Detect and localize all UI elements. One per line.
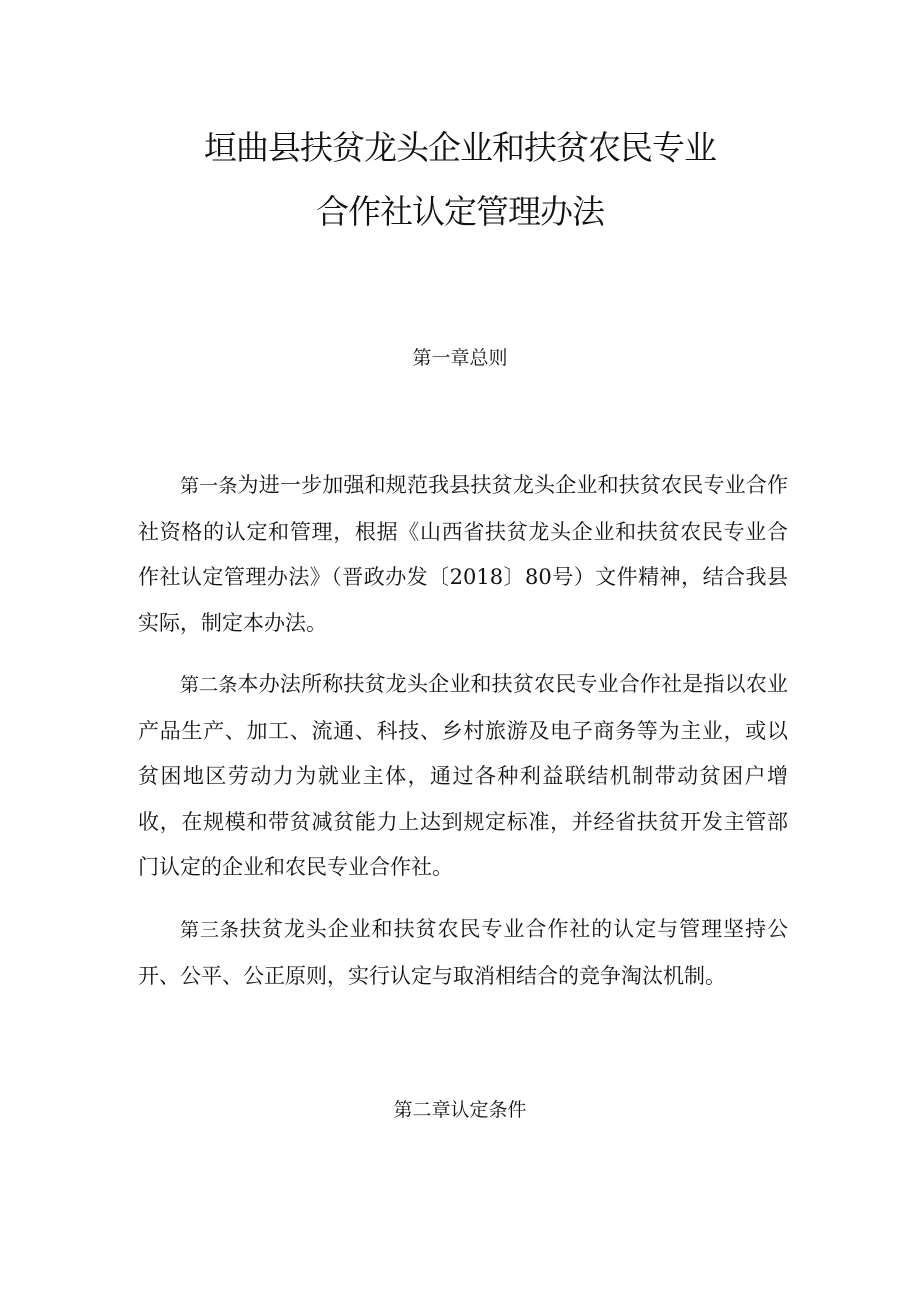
article-2 — [138, 662, 788, 891]
chapter-heading-2: 第二章认定条件 — [393, 1099, 527, 1121]
document-title-line-1: 垣曲县扶贫龙头企业和扶贫农民专业 — [204, 128, 716, 167]
document-title-line-2: 合作社认定管理办法 — [316, 192, 604, 231]
article-2-label: 第二条 — [180, 674, 238, 696]
article-1 — [138, 463, 788, 646]
article-3 — [138, 907, 788, 999]
article-3-text: 扶贫龙头企业和扶贫农民专业合作社的认定与管理坚持公开、公平、公正原则，实行认定与取消相结合的竞争淘汰机制。 — [138, 917, 788, 988]
article-1-label: 第一条 — [180, 475, 238, 497]
article-3-label: 第三条 — [180, 919, 240, 941]
article-1-text: 为进一步加强和规范我县扶贫龙头企业和扶贫农民专业合作社资格的认定和管理，根据《山西省扶贫龙头企业和扶贫农民专业合作社认定管理办法》（晋政办发〔2018〕80号）文件精神，结合我县实际，制定本办法。 — [138, 473, 788, 635]
chapter-heading-1: 第一章总则 — [412, 347, 508, 369]
article-2-text: 本办法所称扶贫龙头企业和扶贫农民专业合作社是指以农业产品生产、加工、流通、科技、乡村旅游及电子商务等为主业，或以贫困地区劳动力为就业主体，通过各种利益联结机制带动贫困户增收，在规模和带贫减贫能力上达到规定标准，并经省扶贫开发主管部门认定的企业和农民专业合作社。 — [138, 672, 788, 879]
